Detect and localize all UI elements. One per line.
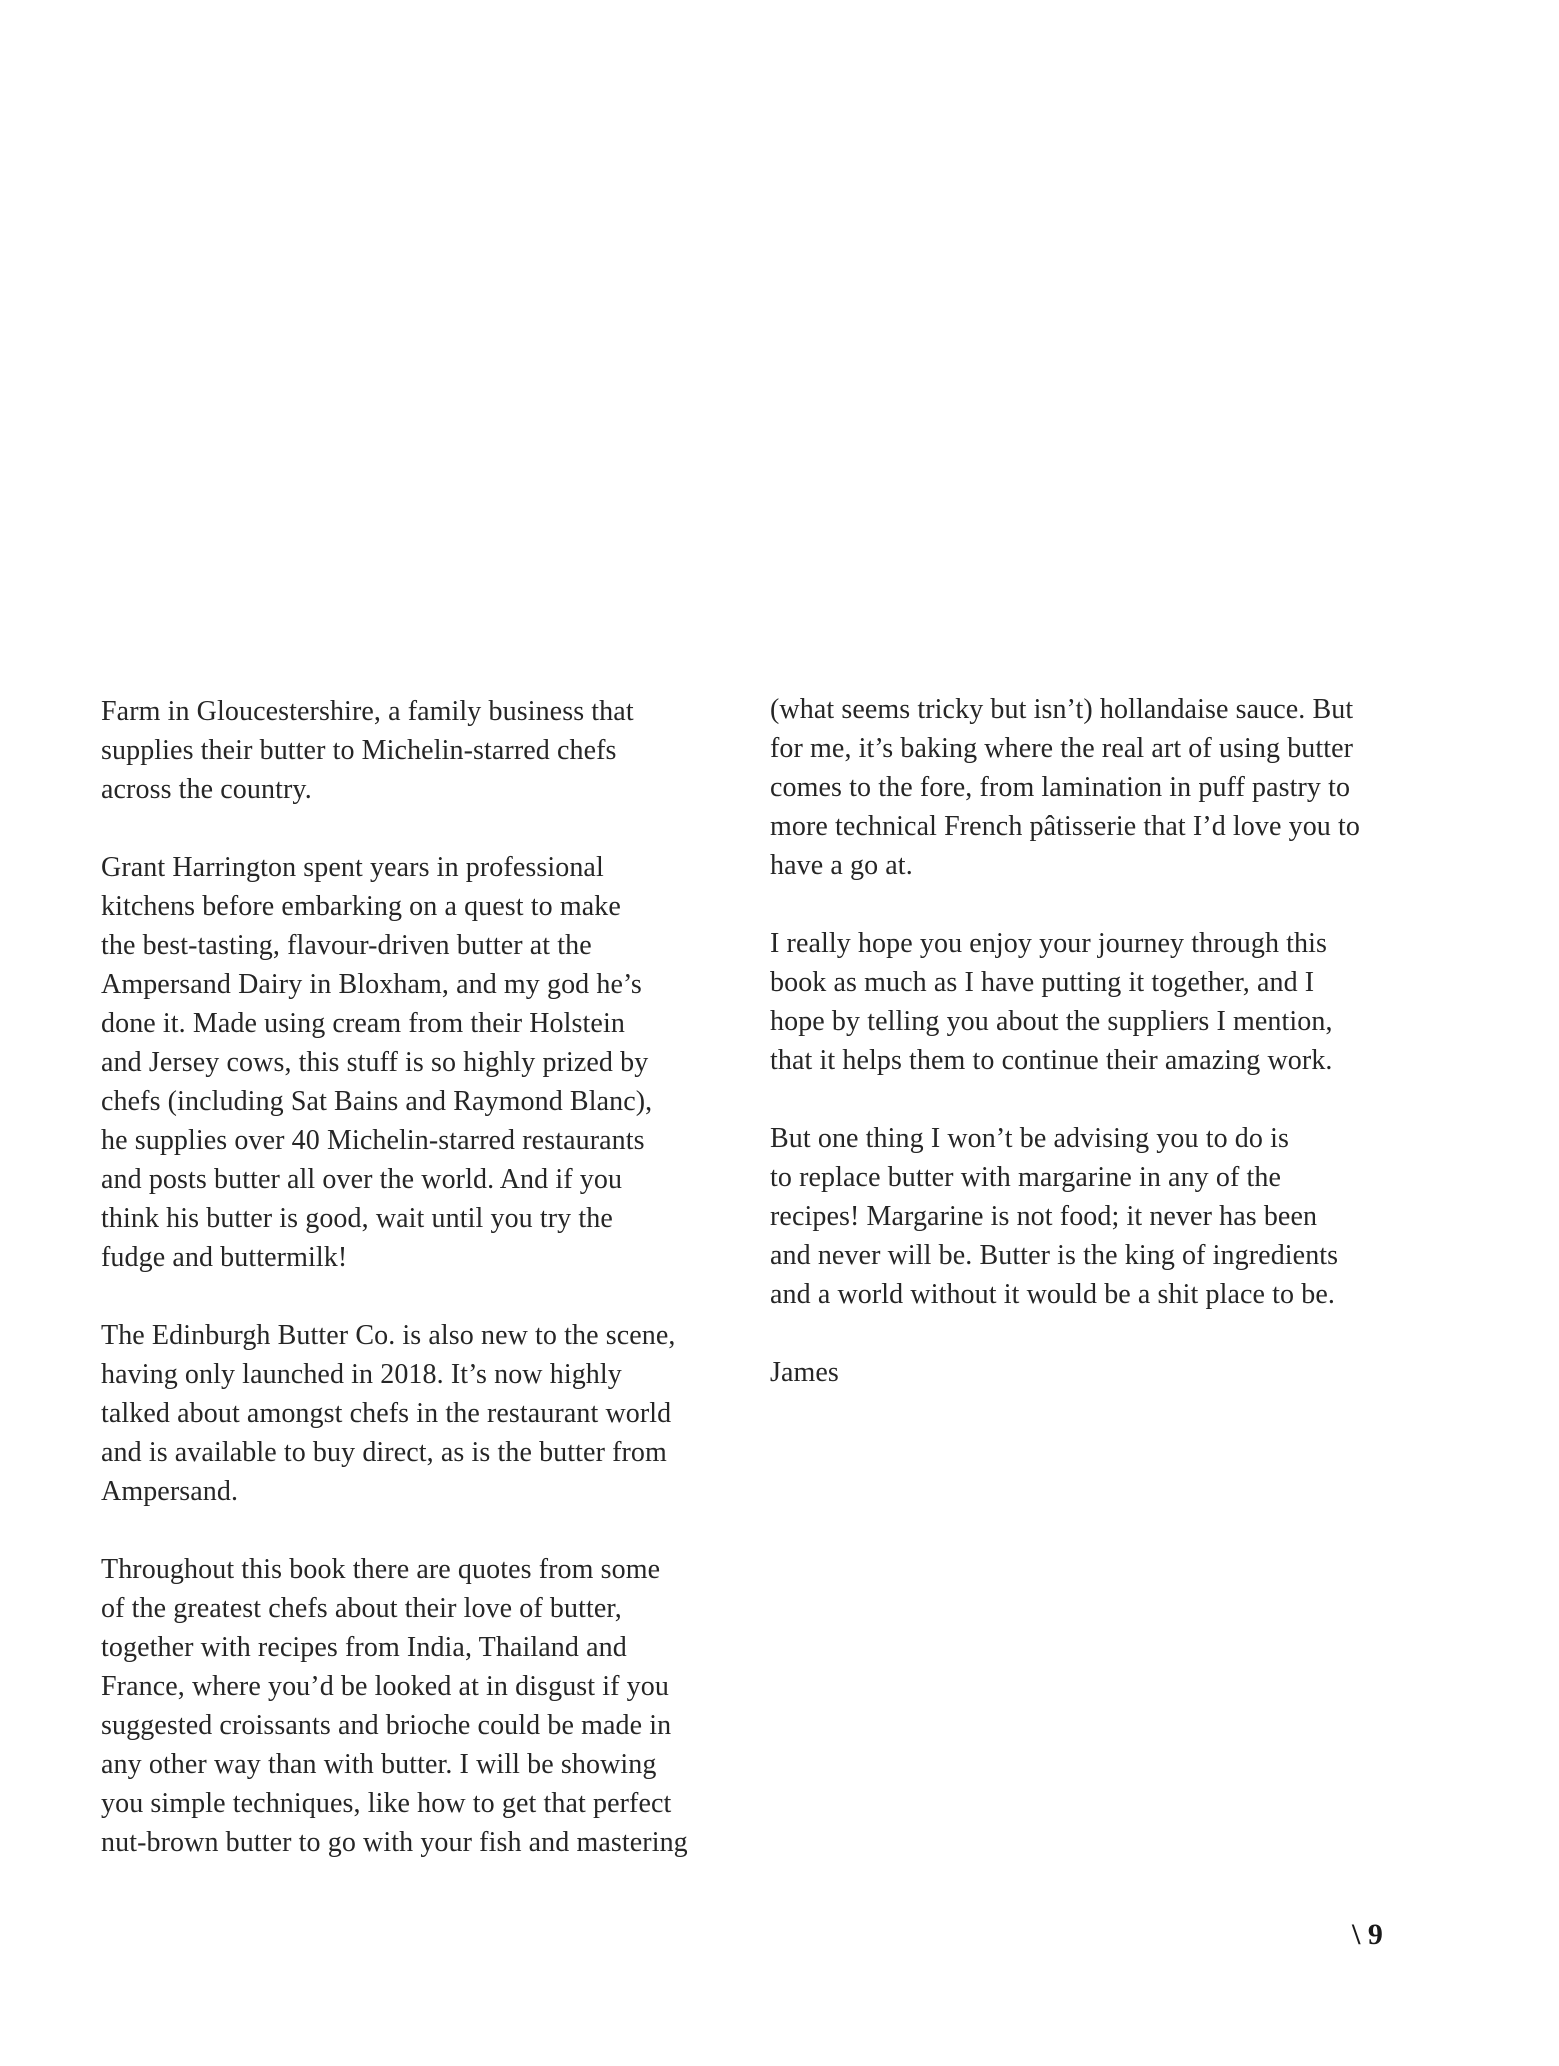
text-line: and Jersey cows, this stuff is so highly prized by — [101, 1047, 649, 1078]
text-line: nut-brown butter to go with your fish and mastering — [101, 1827, 688, 1858]
paragraph — [101, 1550, 688, 1862]
text-line: France, where you’d be looked at in disgust if you — [101, 1671, 669, 1702]
text-line: have a go at. — [770, 850, 913, 881]
text-line: he supplies over 40 Michelin-starred restaurants — [101, 1125, 645, 1156]
text-line: Ampersand. — [101, 1476, 239, 1507]
text-line: fudge and buttermilk! — [101, 1242, 348, 1273]
paragraph — [770, 690, 1360, 885]
paragraph — [101, 692, 688, 809]
text-line: recipes! Margarine is not food; it never has been — [770, 1201, 1318, 1232]
paragraph — [101, 1316, 688, 1511]
text-line: James — [770, 1357, 839, 1388]
text-line: together with recipes from India, Thailand and — [101, 1632, 627, 1663]
text-line: any other way than with butter. I will be showing — [101, 1749, 657, 1780]
text-line: and is available to buy direct, as is the butter from — [101, 1437, 667, 1468]
text-line: having only launched in 2018. It’s now highly — [101, 1359, 622, 1390]
text-line: and a world without it would be a shit place to be. — [770, 1279, 1335, 1310]
paragraph — [770, 924, 1360, 1080]
text-line: But one thing I won’t be advising you to do is — [770, 1123, 1289, 1154]
text-line: kitchens before embarking on a quest to make — [101, 891, 621, 922]
text-line: Grant Harrington spent years in professional — [101, 852, 604, 883]
paragraph — [101, 848, 688, 1277]
page-number: \ 9 — [1352, 1918, 1383, 1951]
text-column-left — [101, 692, 688, 1901]
text-line: book as much as I have putting it together, and I — [770, 967, 1315, 998]
text-line: (what seems tricky but isn’t) hollandaise sauce. But — [770, 694, 1354, 725]
text-line: that it helps them to continue their amazing work. — [770, 1045, 1333, 1076]
text-line: you simple techniques, like how to get that perfect — [101, 1788, 672, 1819]
text-line: of the greatest chefs about their love of butter, — [101, 1593, 622, 1624]
text-line: supplies their butter to Michelin-starred chefs — [101, 735, 617, 766]
text-line: Farm in Gloucestershire, a family business that — [101, 696, 634, 727]
text-line: I really hope you enjoy your journey through this — [770, 928, 1328, 959]
text-line: done it. Made using cream from their Holstein — [101, 1008, 625, 1039]
paragraph — [770, 1353, 1360, 1392]
text-line: The Edinburgh Butter Co. is also new to the scene, — [101, 1320, 676, 1351]
text-line: for me, it’s baking where the real art of using butter — [770, 733, 1354, 764]
text-line: comes to the fore, from lamination in puff pastry to — [770, 772, 1351, 803]
text-line: Ampersand Dairy in Bloxham, and my god he’s — [101, 969, 642, 1000]
text-line: to replace butter with margarine in any of the — [770, 1162, 1282, 1193]
text-line: the best-tasting, flavour-driven butter at the — [101, 930, 592, 961]
text-line: and never will be. Butter is the king of ingredients — [770, 1240, 1339, 1271]
text-line: more technical French pâtisserie that I’d love you to — [770, 811, 1360, 842]
text-line: talked about amongst chefs in the restaurant world — [101, 1398, 672, 1429]
text-line: think his butter is good, wait until you try the — [101, 1203, 613, 1234]
text-column-right — [770, 690, 1360, 1431]
text-line: hope by telling you about the suppliers I mention, — [770, 1006, 1333, 1037]
text-line: Throughout this book there are quotes from some — [101, 1554, 661, 1585]
paragraph — [770, 1119, 1360, 1314]
text-line: and posts butter all over the world. And if you — [101, 1164, 623, 1195]
text-line: across the country. — [101, 774, 312, 805]
text-line: suggested croissants and brioche could be made in — [101, 1710, 672, 1741]
text-line: chefs (including Sat Bains and Raymond Blanc), — [101, 1086, 653, 1117]
